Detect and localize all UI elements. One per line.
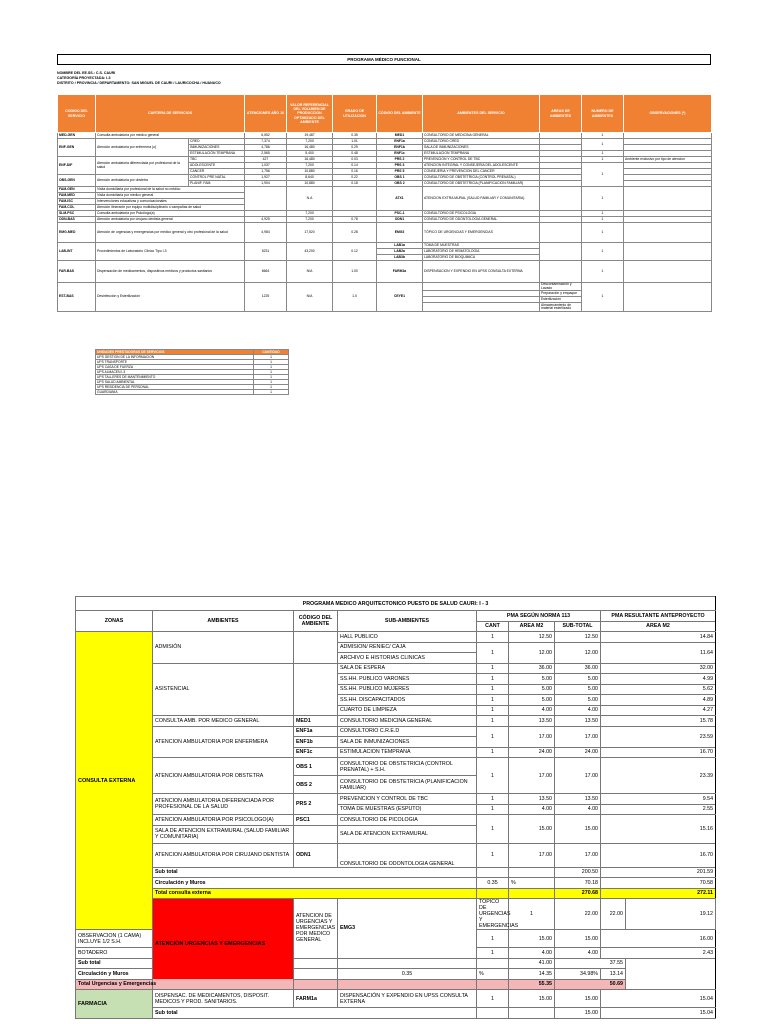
table-row: BOTADERO 1 4.00 4.00 2.43 xyxy=(76,948,716,959)
table-row: Total consulta externa 270.68 272.11 xyxy=(76,888,716,899)
table-row: SS.HH. PUBLICO VARONES 1 5.00 5.00 4.99 xyxy=(76,674,716,685)
table-row: ATENCION AMBULATORIA DIFERENCIADA POR PROFESIONAL DE LA SALUD PRS 2 PREVENCION Y CONTROL DE TBC 1 13.50 13.50 9.54 xyxy=(76,794,716,805)
table-row: ENF1c ESTIMULACION TEMPRANA 1 24.00 24.00 16.70 xyxy=(76,747,716,758)
table-row: UPS RESIDENCIA DE PERSONAL 1 xyxy=(96,385,289,390)
col-codigo: CODIGO DEL SERVICIO xyxy=(58,95,96,133)
table-row: ATENCIÓN URGENCIAS Y EMERGENCIAS ATENCION DE URGENCIAS Y EMERGENCIAS POR MEDICO GENERAL EMG3 TOPICO DE URGENCIAS Y EMERGENCIAS 1 22.00 22.00 19.12 xyxy=(76,899,716,930)
table-row: ESTIMULACIÓN TEMPRANA 2,565 5,400 0.48 ENF1c ESTIMULACION TEMPRANA 1 xyxy=(58,151,712,157)
table-row: Sub total 200.50 201.59 xyxy=(76,867,716,878)
table-row: FAM-GEN Visita domiciliaria por profesional de la salud no médico N.A ATX1 ATENCION EXTRA MURAL (SALUD FAMILIAR Y COMUNITARIA) 1 xyxy=(58,187,712,193)
table-row: GUARDIANIA 1 xyxy=(96,390,289,395)
table-row: SS.HH. PUBLICO MUJERES 1 5.00 5.00 5.62 xyxy=(76,684,716,695)
table-row: EST-BAS Desinfección y Esterilización 1225 N/A 1.0 CEYE1 Descontaminación y Lavado 1 xyxy=(58,283,712,291)
table-row: ATENCION AMBULATORIA POR PSICOLOGO(A) PSC1 CONSULTORIO DE PICOLOGIA 1 15.00 15.00 15.16 xyxy=(76,815,716,826)
table-row: ASISTENCIAL SALA DE ESPERA 1 36.00 36.00 32.00 xyxy=(76,663,716,674)
table-row: UPS TALLERES DE MANTENIMIENTO 1 xyxy=(96,375,289,380)
zona-consulta-externa: CONSULTA EXTERNA xyxy=(76,632,153,930)
table-row: EMG-MED Atención de urgencias y emergencias por médico general y otro profesional de la salud 4,984 17,520 0.28 EMG3 TÓPICO DE URGENCIAS Y EMERGENCIAS 1 xyxy=(58,223,712,243)
programa-arquitectonico xyxy=(75,596,715,1019)
col-areas: AREAS DE AMBIENTES xyxy=(540,95,582,133)
table-row: SLM-PSC Consulta ambulatoria por Psicólogo(a) 7,200 PSC-1 CONSULTORIO DE PSICOLOGIA 1 xyxy=(58,211,712,217)
arquitectonico-table xyxy=(75,596,716,1019)
table-row: ATENCION AMBULATORIA POR OBSTETRA OBS 1 CONSULTORIO DE OBSTETRICIA (CONTROL PRENATAL) + S.H. 1 17.00 17.00 23.39 xyxy=(76,758,716,776)
meta-line: CATEGORÍA PROYECTADA: I-3 xyxy=(57,76,111,80)
table-row: ENF1b SALA DE INMUNIZACIONES xyxy=(76,737,716,748)
col-codamb: CÓDIGO DEL AMBIENTE xyxy=(377,95,423,133)
table-row: LAB3b LABORATORIO DE BIOQUIMICA xyxy=(58,255,712,261)
arq-title-row xyxy=(76,597,716,611)
table-row: OBS 2 CONSULTORIO DE OBSTETRICIA (PLANIFICACION FAMILIAR) xyxy=(76,776,716,794)
table-row: UPS CASA DE FUERZA 1 xyxy=(96,365,289,370)
table-row: UPS GESTION DE LA INFORMACION 1 xyxy=(96,355,289,360)
ups-header-row: UNIDADES PRESTADORAS DE SERVICIOS CANTIDAD xyxy=(96,350,289,355)
programa-title: PROGRAMA MÉDICO FUNCIONAL xyxy=(57,54,711,65)
col-numero: NUMERO DE AMBIENTES xyxy=(582,95,624,133)
table-row: LAB2a LABORATORIO DE HEMATOLOGIA xyxy=(58,249,712,255)
table-row: TOMA DE MUESTRAS (ESPUTO) 1 4.00 4.00 2.55 xyxy=(76,804,716,815)
table-row: FAM-MED Visita domiciliaria por médico general xyxy=(58,193,712,199)
arq-title: PROGRAMA MEDICO ARQUITECTONICO PUESTO DE SALUD CAURI: I - 3 xyxy=(76,597,716,611)
table-row: Almacenamiento de material esterilizado xyxy=(58,303,712,312)
col-cartera: CARTERA DE SERVICIOS xyxy=(96,95,245,133)
table-row: UPS TRANSPORTE 1 xyxy=(96,360,289,365)
programa-header-row xyxy=(58,95,712,133)
meta-line: NOMBRE DEL EE.SS.: C.S. CAURI xyxy=(57,71,116,75)
table-row: ADMISION/ RENIEC/ CAJA 1 12.00 12.00 11.64 xyxy=(76,642,716,653)
table-row: SS.HH. DISCAPACITADOS 1 5.00 5.00 4.89 xyxy=(76,695,716,706)
table-row: ADOLESCENTE 1,037 7,200 0.14 PRS 3 ATENCION INTEGRAL Y CONSEJERIA DEL ADOLESCENTE 1 xyxy=(58,163,712,169)
programa-meta xyxy=(57,71,711,86)
table-row: FAM-ISC Intervenciones educativas y comunicacionales xyxy=(58,199,712,205)
col-valor: VALOR REFERENCIAL DEL VOLUMEN DE PRODUCCION OPTIMIZADO DEL AMBIENTE xyxy=(287,95,333,133)
table-row: PLANIF. FAM. 1,904 10,880 0.18 OBS 2 CONSULTORIO DE OBSTETRICIA (PLANIFICACION FAMILIAR) xyxy=(58,181,712,187)
table-row: Sub total 15.00 15.04 xyxy=(76,1008,716,1019)
table-row: ATENCION AMBULATORIA POR ENFERMERA ENF1a CONSULTORIO C.R.E.D 1 17.00 17.00 23.59 xyxy=(76,726,716,737)
table-row: ODN-BAS Atención ambulatoria por cirujano dentista general 4,925 7,200 0.78 ODN1 CONSULTORIO DE ODONTOLOGIA GENERAL 1 xyxy=(58,217,712,223)
col-obs: OBSERVACIONES (*) xyxy=(624,95,712,133)
table-row: ENF-DIF Atención ambulatoria diferenciada por profesional de la salud TBC 427 16,480 0.03 PRS 2 PREVENCION Y CONTROL DE TBC 1 Ambiente exclusivo por tipo de atencion xyxy=(58,157,712,163)
table-row: SALA DE ATENCION EXTRAMURAL (SALUD FAMILIAR Y COMUNITARIA) SALA DE ATENCION EXTRAMURAL xyxy=(76,825,716,843)
table-row: Esterilización xyxy=(58,297,712,303)
table-row: MED-GEN Consulta ambulatoria por médico general 6,552 19,487 0.35 MED1 CONSULTORIO DE MEDICINA GENERAL 1 xyxy=(58,133,712,139)
table-row: Sub total 41.00 37.55 xyxy=(76,958,716,969)
table-row: ENF-GEN Atención ambulatoria por enfermera (o) CRED 7,374 7,200 1.01 ENF1a CONSULTORIO CRED 1 xyxy=(58,139,712,145)
arq-subheader-row: CANT AREA M2 SUB-TOTAL AREA M2 xyxy=(76,621,716,632)
table-row: CONSULTA EXTERNA ADMISIÓN HALL PUBLICO 1 12.50 12.50 14.84 xyxy=(76,632,716,643)
programa-medico-funcional xyxy=(57,54,711,312)
col-ambientes: AMBIENTES DEL SERVICIO xyxy=(423,95,540,133)
table-row: OBSERVACION (1 CAMA) INCLUYE 1/2 S.H. 1 15.00 15.00 16.00 xyxy=(76,930,716,948)
table-row: LAB-INT Procedimientos de Laboratorio Clinico Tipo I-3 5231 43,200 0.12 LAB1a TOMA DE MUESTRAS 1 xyxy=(58,243,712,249)
table-row: CANCER 1,756 10,880 0.16 PRS 5 CONSEJERIA Y PREVENCION DEL CANCER xyxy=(58,169,712,175)
programa-table xyxy=(57,94,712,312)
table-row: FAM-COL Atención itinerante por equipo multidisciplinario o campañas de salud xyxy=(58,205,712,211)
table-row: UPS SALUD AMBIENTAL 1 xyxy=(96,380,289,385)
table-row: FAR-BAS Dispensación de medicamentos, dispositivos médicos y productos sanitarios 6664 N/A 1.00 FARM1a DISPENSACION Y EXPENDIO EN UPSS CONSULTA EXTERNA 1 xyxy=(58,261,712,283)
table-row: CONSULTA AMB. POR MEDICO GENERAL MED1 CONSULTORIO MEDICINA GENERAL 1 13.50 13.50 15.78 xyxy=(76,716,716,727)
zona-urgencias: ATENCIÓN URGENCIAS Y EMERGENCIAS xyxy=(153,899,294,990)
table-row: UPS ALMACEN I-3 1 xyxy=(96,370,289,375)
table-row: OBS-GEN Atención ambulatoria por obstetra CONTROL PRE NATAL 1,927 8,640 0.22 OBS 1 CONSULTORIO DE OBSTETRICIA (CONTROL PRENATAL) xyxy=(58,175,712,181)
table-row: Circulación y Muros 0.35 % 70.18 70.58 xyxy=(76,878,716,889)
zona-farmacia: FARMACIA xyxy=(76,990,153,1019)
ups-table xyxy=(95,349,289,395)
col-atenciones: ATENCIONES AÑO 10 xyxy=(245,95,287,133)
table-row: ARCHIVO E HISTORIAS CLINICAS xyxy=(76,653,716,664)
table-row: Total Urgencias y Emergencias 55.35 50.69 xyxy=(76,979,716,990)
table-row: Circulación y Muros 0.35 % 14.35 34.98% 13.14 xyxy=(76,969,716,980)
arq-header-row: ZONAS AMBIENTES CÓDIGO DEL AMBIENTE SUB-AMBIENTES PMA SEGÚN NORMA 113 PMA RESULTANTE ANTEPROYECTO xyxy=(76,611,716,622)
col-grado: GRADO DE UTILIZACION xyxy=(333,95,377,133)
table-row: FARMACIA DISPENSAC. DE MEDICAMENTOS, DISPOSIT. MEDICOS Y PROD. SANITARIOS. FARM1a DISPENSACIÓN Y EXPENDIO EN UPSS CONSULTA EXTERNA 1 15.00 15.00 15.04 xyxy=(76,990,716,1008)
table-row: INMUNIZACIONES 4,786 16,480 0.29 ENF1b SALA DE INMUNIZACIONES xyxy=(58,145,712,151)
table-row: CUARTO DE LIMPIEZA 1 4.00 4.00 4.27 xyxy=(76,705,716,716)
table-row: Preparación y empaque xyxy=(58,291,712,297)
meta-line: DISTRITO / PROVINCIA / DEPARTAMENTO: SAN MIGUEL DE CAURI / LAURICOCHA / HUANUCO xyxy=(57,81,221,85)
table-row: ATENCION AMBULATORIA POR CIRUJANO DENTISTA ODN1 CONSULTORIO DE ODONTOLOGIA GENERAL 1 17.00 17.00 16.70 xyxy=(76,843,716,867)
